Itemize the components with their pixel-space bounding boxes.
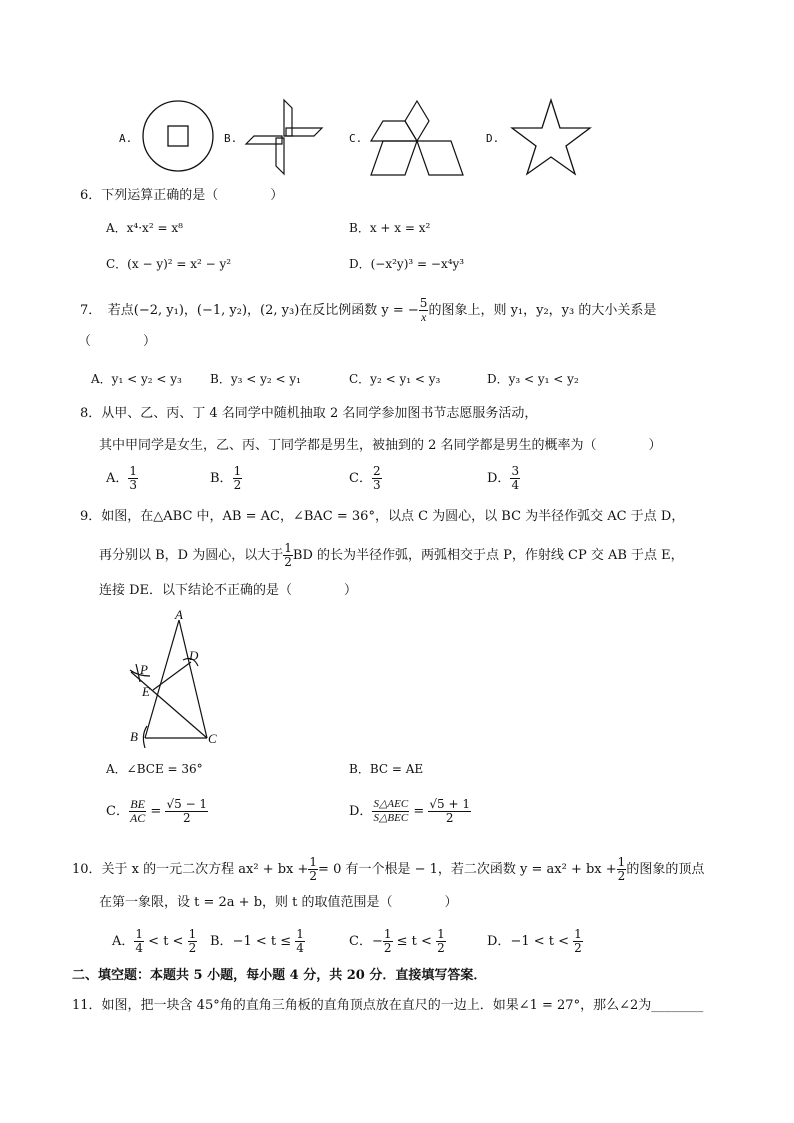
- q7-stem-post: 的图象上，则 y₁，y₂，y₃ 的大小关系是: [428, 303, 657, 318]
- q7-stem-pre: 7． 若点(−2, y₁)，(−1, y₂)，(2, y₃)在反比例函数 y = −: [80, 303, 419, 318]
- q11-text: 11．如图，把一块含 45°角的直角三角板的直角顶点放在直尺的一边上．如果∠1 = 27°，那么∠2为________: [72, 998, 704, 1013]
- q8-b-num: 1: [233, 464, 242, 478]
- q9-line2-post: BD 的长为半径作弧，两弧相交于点 P，作射线 CP 交 AB 于点 E，: [292, 548, 684, 563]
- q7-stem: [80, 297, 656, 324]
- q10-c-neg: −: [371, 934, 383, 949]
- fig-label-b: B: [130, 729, 138, 744]
- q9-line2-pre: 再分别以 B，D 为圆心，以大于: [99, 548, 284, 563]
- q10-c-hi-den: 2: [437, 941, 445, 955]
- q10-c-hi-num: 1: [437, 927, 445, 941]
- q8-option-d[interactable]: [487, 465, 520, 492]
- q9-d-rhs-den: 2: [445, 811, 454, 825]
- q7-option-a[interactable]: A．y₁ < y₂ < y₃: [91, 372, 182, 386]
- q9-c-num: BE: [130, 797, 145, 811]
- q10-a-lo-den: 4: [135, 941, 144, 955]
- q10-a-text: < t <: [148, 934, 184, 949]
- q10-option-b[interactable]: [210, 928, 305, 955]
- q9-line3: 连接 DE．以下结论不正确的是（ ）: [99, 583, 358, 598]
- q10-line1: [72, 856, 704, 883]
- q10-line2: 在第一象限，设 t = 2a + b，则 t 的取值范围是（ ）: [99, 895, 458, 910]
- q10-a-label: A．: [112, 934, 135, 949]
- q9-option-c[interactable]: C． $\frac{BE}{AC}$ = $\frac{√5 - 1}{2}$: [106, 797, 208, 825]
- q10-option-c[interactable]: [349, 928, 446, 955]
- q9-d-den: S△BEC: [373, 812, 409, 824]
- q9-option-a[interactable]: A．∠BCE = 36°: [106, 762, 203, 776]
- q10-b-label: B．: [210, 934, 233, 949]
- q9-d-num: S△AEC: [373, 798, 409, 810]
- q9-c-rhs-num: √5 − 1: [166, 797, 208, 811]
- q10-b-hi-num: 1: [296, 927, 304, 941]
- q10-line1-pre: 10．关于 x 的一元二次方程 ax² + bx +: [72, 862, 309, 877]
- q7-fraction: [419, 297, 429, 324]
- q8-line1: 8．从甲、乙、丙、丁 4 名同学中随机抽取 2 名同学参加图书节志愿服务活动，: [80, 406, 538, 421]
- q7-option-c[interactable]: C．y₂ < y₁ < y₃: [349, 372, 441, 386]
- q8-b-label: B．: [210, 471, 233, 486]
- q7-option-d[interactable]: D．y₃ < y₁ < y₂: [487, 372, 579, 386]
- fig-label-e: E: [142, 684, 150, 699]
- q5-option-a-label: A.: [119, 132, 133, 145]
- q6-option-a[interactable]: A．x⁴·x² = x⁸: [106, 221, 183, 235]
- q8-c-den: 3: [372, 478, 381, 492]
- q6-option-d[interactable]: D．(−x²y)³ = −x⁴y³: [349, 257, 465, 271]
- q10-b-hi-den: 4: [296, 941, 304, 955]
- q9-line2: [99, 542, 684, 569]
- q10-half-den-2: 2: [617, 869, 626, 883]
- q8-line2: 其中甲同学是女生，乙、丙、丁同学都是男生，被抽到的 2 名同学都是男生的概率为（ ）: [99, 438, 662, 453]
- q6-option-c[interactable]: C．(x − y)² = x² − y²: [106, 257, 232, 271]
- q10-option-d[interactable]: [487, 928, 583, 955]
- q9-c-rhs-den: 2: [182, 811, 191, 825]
- q8-d-num: 3: [511, 464, 520, 478]
- q10-half-den-1: 2: [309, 869, 318, 883]
- q9-half-num: 1: [284, 541, 292, 555]
- q8-d-den: 4: [511, 478, 520, 492]
- coin-figure: [141, 99, 215, 173]
- q10-half-num-2: 1: [617, 855, 626, 869]
- q8-a-num: 1: [129, 464, 138, 478]
- q8-b-den: 2: [233, 478, 242, 492]
- q10-option-a[interactable]: [112, 928, 197, 955]
- q7-option-b[interactable]: B．y₃ < y₂ < y₁: [210, 372, 301, 386]
- q8-option-c[interactable]: [349, 465, 382, 492]
- q9-d-label: D．: [349, 804, 373, 819]
- q5-option-d-label: D.: [486, 132, 500, 145]
- q10-a-hi-num: 1: [188, 927, 197, 941]
- segment-de: [153, 662, 191, 690]
- q10-d-hi-den: 2: [574, 941, 582, 955]
- q10-d-text: −1 < t <: [510, 934, 570, 949]
- q5-option-b-label: B.: [224, 132, 238, 145]
- q10-c-lo-den: 2: [383, 941, 392, 955]
- fig-label-d: D: [189, 648, 199, 663]
- q10-b-text: −1 < t ≤: [232, 934, 292, 949]
- q10-d-hi-num: 1: [574, 927, 582, 941]
- q9-c-label: C．: [106, 804, 129, 819]
- q10-d-label: D．: [487, 934, 511, 949]
- q8-c-num: 2: [372, 464, 381, 478]
- q7-frac-den: x: [420, 310, 427, 324]
- q10-a-lo-num: 1: [135, 927, 144, 941]
- fig-label-p: P: [140, 662, 148, 677]
- q9-c-den: AC: [129, 811, 146, 825]
- q8-option-a[interactable]: [106, 465, 138, 492]
- star-figure: [509, 98, 593, 176]
- q10-half-num-1: 1: [309, 855, 318, 869]
- q8-d-label: D．: [487, 471, 511, 486]
- ray-cp: [131, 672, 207, 738]
- fig-label-a: A: [175, 607, 183, 622]
- q9-half-den: 2: [284, 555, 292, 569]
- side-ac: [179, 620, 207, 738]
- q6-option-b[interactable]: B．x + x = x²: [349, 221, 431, 235]
- q7-frac-num: 5: [419, 296, 428, 310]
- side-ab: [145, 620, 179, 738]
- q10-c-label: C．: [349, 934, 372, 949]
- q9-option-d[interactable]: D． $\frac{\text{S△AEC}}{\text{S△BEC}}$ = $\frac{√5 + 1}{2}$: [349, 797, 470, 825]
- pinwheel-figure: [244, 98, 326, 176]
- q6-stem: 6．下列运算正确的是（ ）: [80, 188, 284, 203]
- section-2-heading: 二、填空题：本题共 5 小题，每小题 4 分，共 20 分．直接填写答案．: [72, 968, 487, 983]
- q9-line1: 9．如图，在△ABC 中，AB = AC，∠BAC = 36°，以点 C 为圆心，以 BC 为半径作弧交 AC 于点 D，: [80, 509, 685, 524]
- q8-a-label: A．: [106, 471, 129, 486]
- q10-line1-post: 的图象的顶点: [626, 862, 705, 877]
- q10-c-lo-num: 1: [383, 927, 392, 941]
- q10-c-text: ≤ t <: [396, 934, 432, 949]
- q10-a-hi-den: 2: [188, 941, 197, 955]
- q9-d-rhs-num: √5 + 1: [429, 797, 470, 811]
- q7-paren: （ ）: [78, 334, 157, 349]
- q5-option-c-label: C.: [349, 132, 363, 145]
- fig-label-c: C: [208, 731, 217, 746]
- q10-line1-mid: = 0 有一个根是 − 1，若二次函数 y = ax² + bx +: [318, 862, 617, 877]
- q9-option-b[interactable]: B．BC = AE: [349, 762, 424, 776]
- q8-c-label: C．: [349, 471, 372, 486]
- q8-a-den: 3: [129, 478, 138, 492]
- triangle-figure: [128, 607, 228, 750]
- three-diamond-figure: [371, 99, 463, 177]
- q8-option-b[interactable]: [210, 465, 242, 492]
